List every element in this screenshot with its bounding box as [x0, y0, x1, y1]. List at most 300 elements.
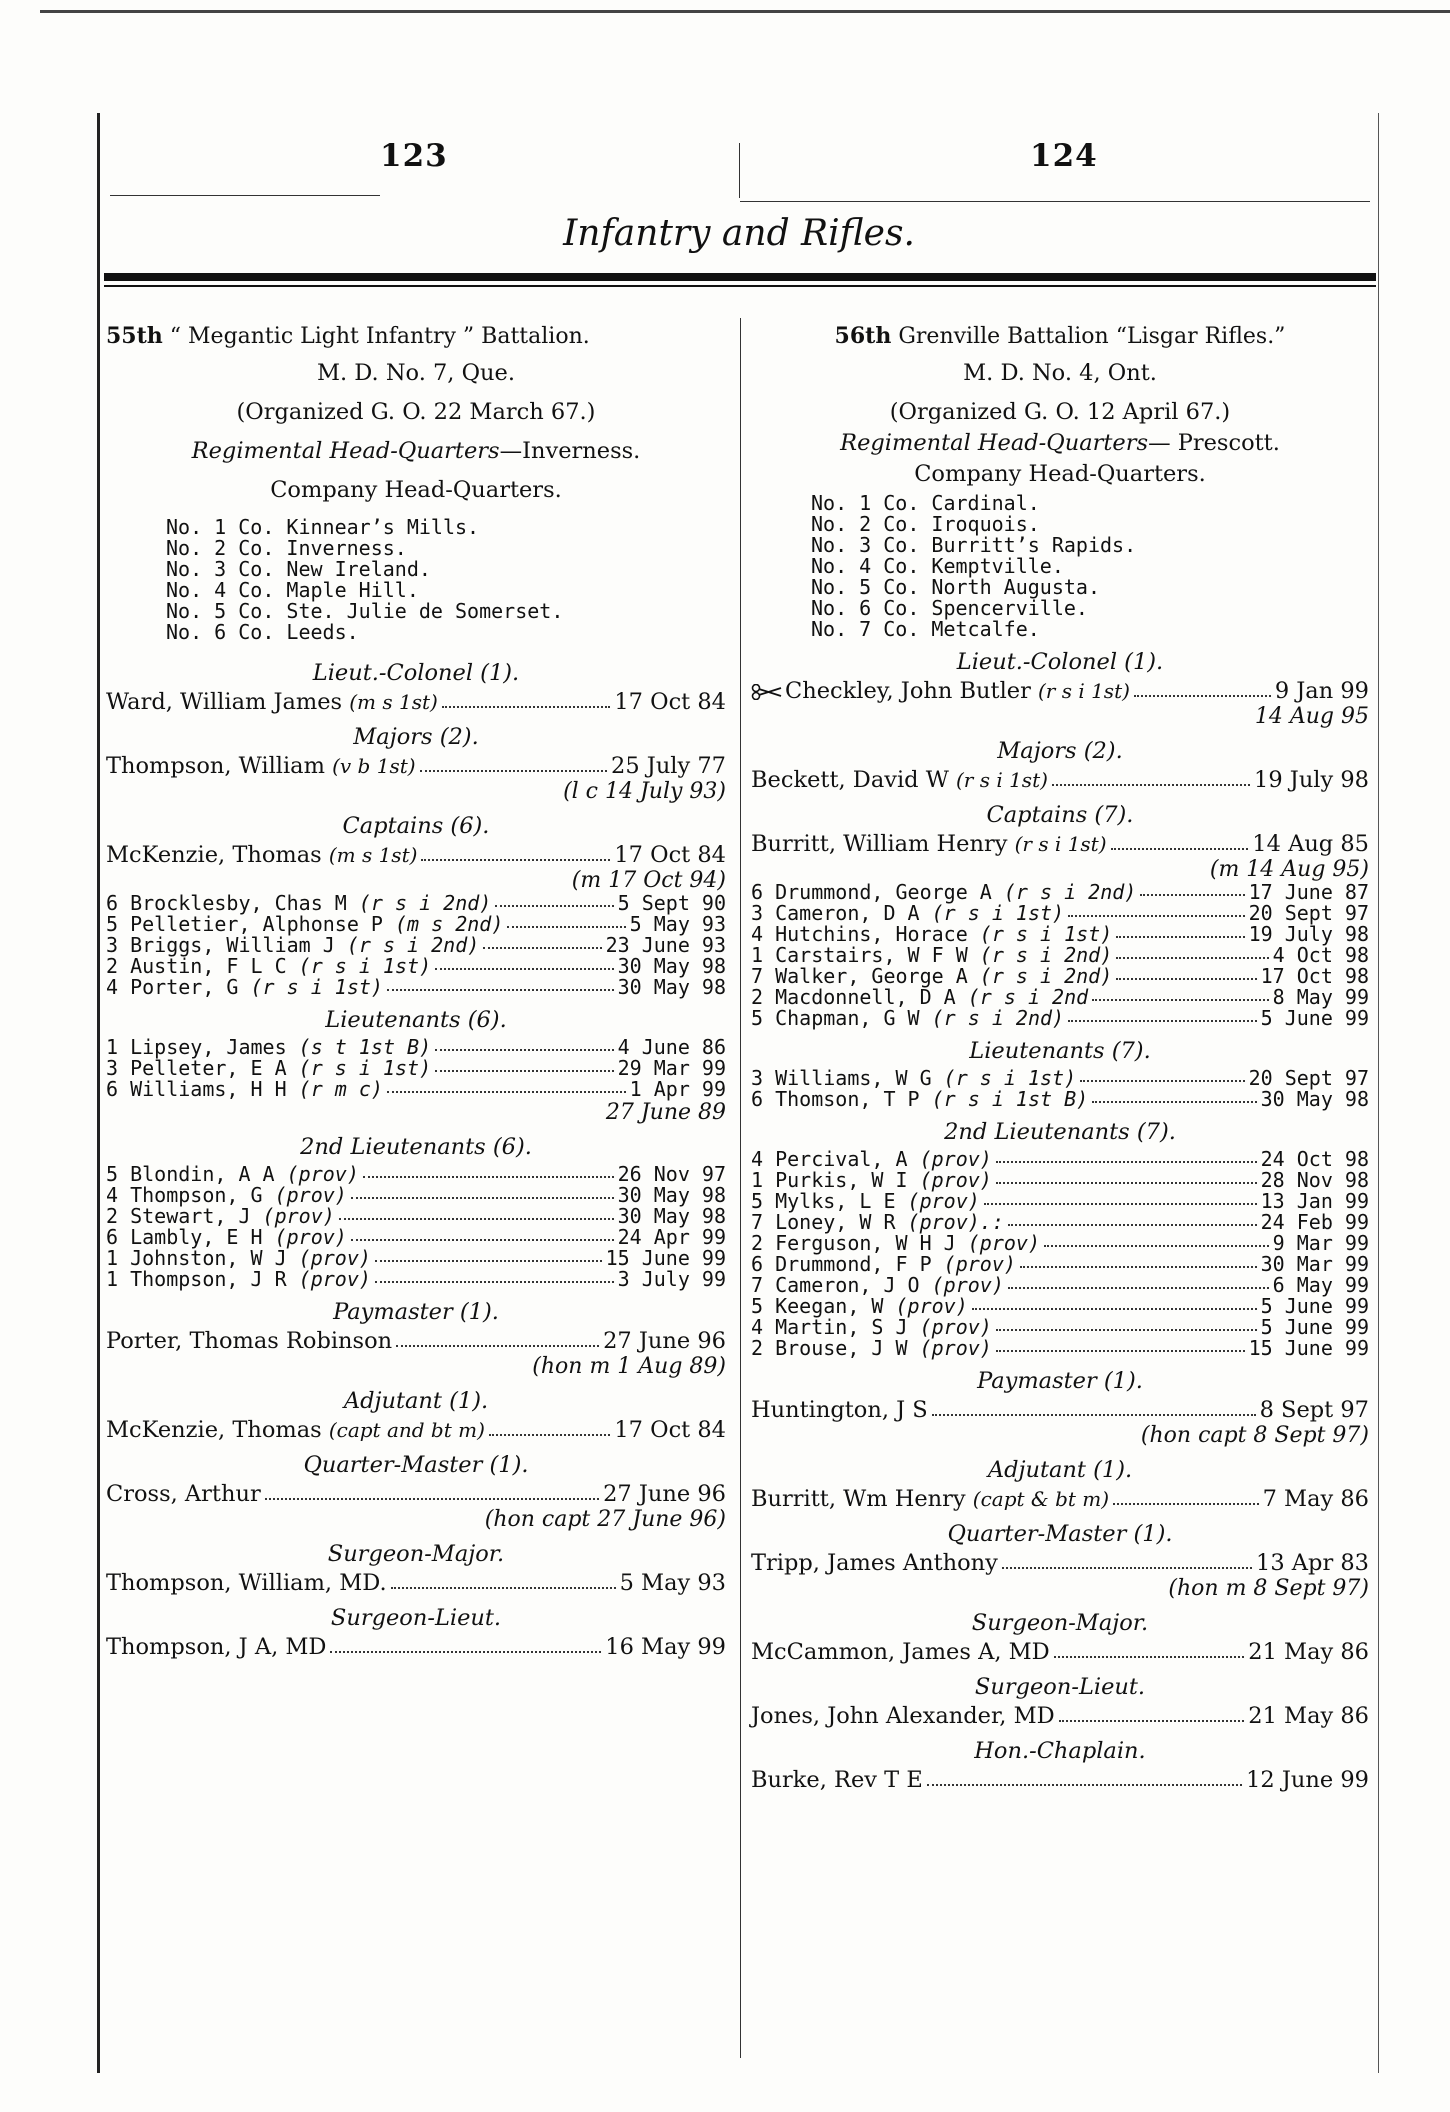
heavy-rule	[104, 273, 1376, 281]
officer-name: 1 Carstairs, W F W (r s i 2nd)	[751, 943, 1113, 967]
commission-date: 17 Oct 98	[1260, 964, 1369, 988]
officer-entry	[106, 1227, 726, 1248]
officer-entry	[106, 1482, 726, 1507]
officer-name: 5 Chapman, G W (r s i 2nd)	[751, 1006, 1065, 1030]
qualification: (prov)	[919, 1336, 992, 1360]
officer-entry	[751, 1768, 1369, 1793]
company-item: No. 3 Co. Burritt’s Rapids.	[811, 533, 1137, 557]
leader-dots	[1008, 1212, 1257, 1226]
officer-entry	[106, 977, 726, 998]
officer-entry	[106, 1635, 726, 1660]
leader-dots	[495, 893, 613, 907]
officer-entry	[751, 987, 1369, 1008]
qualification: (r s i 1st)	[298, 1056, 432, 1080]
leader-dots	[932, 1398, 1256, 1416]
rank-heading: Paymaster (1).	[333, 1299, 499, 1325]
leader-dots	[1008, 1275, 1269, 1289]
officer-name: Burke, Rev T E	[751, 1767, 923, 1793]
officer-name: Beckett, David W (r s i 1st)	[751, 767, 1048, 793]
thin-rule	[104, 285, 1376, 287]
officer-entry	[106, 843, 726, 868]
officer-name: 6 Drummond, F P (prov)	[751, 1252, 1016, 1276]
secondary-date: 27 June 89	[605, 1100, 726, 1125]
commission-date: 27 June 96	[603, 1481, 726, 1507]
regimental-hq-label: Regimental Head-Quarters	[191, 438, 500, 464]
secondary-date: (hon m 8 Sept 97)	[1168, 1576, 1369, 1601]
qualification: (prov)	[298, 1246, 371, 1270]
company-item: No. 2 Co. Inverness.	[166, 536, 407, 560]
qualification: (prov)	[919, 1315, 992, 1339]
qualification: (r s i 2nd)	[358, 891, 492, 915]
officer-name: 2 Macdonnell, D A (r s i 2nd	[751, 985, 1089, 1009]
officer-name: Thompson, William (v b 1st)	[106, 753, 416, 779]
qualification: (r s i 1st)	[1037, 679, 1130, 703]
page-top-edge	[40, 0, 1450, 13]
leader-dots	[1068, 1008, 1257, 1022]
column-55th-battalion	[106, 318, 726, 2058]
company-item: No. 5 Co. Ste. Julie de Somerset.	[166, 599, 564, 623]
officer-entry	[106, 914, 726, 935]
leader-dots	[972, 1296, 1257, 1310]
entries-adjutant	[106, 1418, 726, 1443]
entries-paymaster	[106, 1329, 726, 1379]
leader-dots	[330, 1635, 601, 1653]
rank-heading: Surgeon-Major.	[971, 1610, 1149, 1636]
officer-entry	[751, 1212, 1369, 1233]
officer-name: 5 Mylks, L E (prov)	[751, 1189, 980, 1213]
leader-dots	[375, 1269, 614, 1283]
rank-heading: Hon.-Chaplain.	[974, 1738, 1146, 1764]
officer-entry	[751, 903, 1369, 924]
commission-date: 23 June 93	[605, 933, 726, 957]
rank-heading: Adjutant (1).	[987, 1457, 1133, 1483]
leader-dots	[442, 690, 611, 708]
officer-entry	[751, 1338, 1369, 1359]
officer-name: 2 Austin, F L C (r s i 1st)	[106, 954, 432, 978]
military-district: M. D. No. 4, Ont.	[963, 360, 1157, 386]
commission-date: 6 May 99	[1272, 1273, 1369, 1297]
organized-order: (Organized G. O. 22 March 67.)	[236, 399, 596, 425]
entries-surgeon-major	[751, 1640, 1369, 1665]
officer-name: 5 Pelletier, Alphonse P (m s 2nd)	[106, 912, 504, 936]
qualification: (r s i 2nd)	[931, 1006, 1065, 1030]
leader-dots	[1052, 768, 1250, 786]
officer-entry	[106, 1164, 726, 1185]
company-item: No. 4 Co. Maple Hill.	[166, 578, 419, 602]
officer-entry	[751, 1704, 1369, 1729]
officer-entry	[751, 1296, 1369, 1317]
officer-entry	[106, 1329, 726, 1354]
commission-date: 12 June 99	[1246, 1767, 1369, 1793]
rank-heading: 2nd Lieutenants (7).	[944, 1119, 1176, 1145]
commission-date: 30 May 98	[617, 954, 726, 978]
leader-dots	[1092, 987, 1269, 1001]
officer-name: Thompson, William, MD.	[106, 1570, 387, 1596]
leader-dots	[363, 1164, 614, 1178]
commission-date: 25 July 77	[611, 753, 726, 779]
column-56th-battalion	[740, 318, 1369, 2058]
officer-entry	[106, 1185, 726, 1206]
officer-entry	[106, 935, 726, 956]
company-item: No. 6 Co. Spencerville.	[811, 596, 1088, 620]
commission-date: 17 Oct 84	[614, 689, 726, 715]
officer-entry	[106, 1079, 726, 1100]
commission-date: 9 Jan 99	[1274, 678, 1369, 704]
regimental-hq-label: Regimental Head-Quarters	[840, 430, 1149, 456]
qualification: (r s i 1st)	[250, 975, 383, 999]
commission-date: 20 Sept 97	[1248, 1066, 1369, 1090]
qualification: (r s i 1st)	[931, 901, 1065, 925]
entries-lieutenants	[751, 1068, 1369, 1110]
officer-entry	[751, 679, 1369, 704]
officer-name: Tripp, James Anthony	[751, 1550, 998, 1576]
secondary-date: (hon capt 8 Sept 97)	[1140, 1423, 1369, 1448]
officer-name: Burritt, William Henry (r s i 1st)	[751, 831, 1107, 857]
commission-date: 9 Mar 99	[1272, 1231, 1369, 1255]
qualification: (prov)	[907, 1189, 980, 1213]
leader-dots	[435, 1058, 614, 1072]
rank-heading: Quarter-Master (1).	[303, 1452, 529, 1478]
officer-entry	[751, 924, 1369, 945]
leader-dots	[435, 956, 614, 970]
leader-dots	[435, 1037, 614, 1051]
commission-date: 5 May 93	[629, 912, 726, 936]
company-hq-heading: Company Head-Quarters.	[914, 461, 1206, 487]
commission-date: 30 May 98	[617, 1183, 726, 1207]
commission-date: 17 June 87	[1248, 880, 1369, 904]
commission-date: 15 June 99	[1248, 1336, 1369, 1360]
leader-dots	[507, 914, 625, 928]
officer-name: 1 Thompson, J R (prov)	[106, 1267, 371, 1291]
company-item: No. 1 Co. Cardinal.	[811, 491, 1040, 515]
officer-name: 2 Stewart, J (prov)	[106, 1204, 335, 1228]
qualification: (r s i 2nd)	[346, 933, 480, 957]
entries-majors	[106, 754, 726, 804]
commission-date: 17 Oct 84	[614, 1417, 726, 1443]
officer-entry	[751, 1398, 1369, 1423]
officer-name: McKenzie, Thomas (m s 1st)	[106, 842, 418, 868]
leader-dots	[1116, 966, 1256, 980]
page-frame	[97, 113, 1379, 2073]
leader-dots	[1140, 882, 1244, 896]
officer-entry	[751, 1233, 1369, 1254]
qualification: (s t 1st B)	[298, 1035, 432, 1059]
leader-dots	[1116, 924, 1244, 938]
officer-name: 4 Martin, S J (prov)	[751, 1315, 992, 1339]
officer-name: 4 Porter, G (r s i 1st)	[106, 975, 383, 999]
entries-lt-col	[751, 679, 1369, 729]
scissors-icon	[751, 684, 783, 700]
commission-date: 29 Mar 99	[617, 1056, 726, 1080]
entries-chaplain	[751, 1768, 1369, 1793]
leader-dots	[375, 1248, 602, 1262]
rank-heading: Captains (7).	[986, 802, 1134, 828]
commission-date: 20 Sept 97	[1248, 901, 1369, 925]
officer-name: 6 Brocklesby, Chas M (r s i 2nd)	[106, 891, 492, 915]
secondary-date: 14 Aug 95	[1254, 704, 1369, 729]
officer-name: 1 Lipsey, James (s t 1st B)	[106, 1035, 432, 1059]
leader-dots	[927, 1768, 1242, 1786]
rank-heading: Surgeon-Lieut.	[974, 1674, 1146, 1700]
qualification: (prov)	[895, 1294, 968, 1318]
officer-entry	[751, 1008, 1369, 1029]
officer-name: Burritt, Wm Henry (capt & bt m)	[751, 1486, 1110, 1512]
qualification: (prov)	[931, 1273, 1004, 1297]
qualification: (r s i 2nd)	[979, 964, 1113, 988]
officer-name: Jones, John Alexander, MD	[751, 1703, 1055, 1729]
leader-dots	[387, 1079, 626, 1093]
leader-dots	[1092, 1089, 1256, 1103]
officer-name: Huntington, J S	[751, 1397, 928, 1423]
officer-entry	[106, 1571, 726, 1596]
qualification: (m s 2nd)	[394, 912, 504, 936]
rank-heading: Surgeon-Major.	[327, 1541, 505, 1567]
officer-entry	[751, 966, 1369, 987]
leader-dots	[351, 1227, 614, 1241]
leader-dots	[489, 1418, 610, 1436]
qualification: (r s i 2nd)	[1003, 880, 1137, 904]
officer-name: 4 Percival, A (prov)	[751, 1147, 992, 1171]
leader-dots	[1002, 1551, 1252, 1569]
qualification: (r s i 2nd)	[979, 943, 1113, 967]
entries-surgeon-major	[106, 1571, 726, 1596]
leader-dots	[387, 977, 614, 991]
rule	[110, 195, 380, 196]
rank-heading: Surgeon-Lieut.	[330, 1605, 502, 1631]
rank-heading: Lieutenants (7).	[969, 1038, 1151, 1064]
officer-name: Checkley, John Butler (r s i 1st)	[751, 679, 1130, 704]
entries-second-lieutenants	[106, 1164, 726, 1290]
secondary-date: (hon m 1 Aug 89)	[532, 1354, 726, 1379]
officer-entry	[751, 1487, 1369, 1512]
officer-name: Porter, Thomas Robinson	[106, 1328, 393, 1354]
officer-name: 7 Walker, George A (r s i 2nd)	[751, 964, 1113, 988]
commission-date: 4 June 86	[617, 1035, 726, 1059]
qualification: (v b 1st)	[332, 754, 416, 778]
leader-dots	[483, 935, 601, 949]
commission-date: 15 June 99	[605, 1246, 726, 1270]
commission-date: 5 June 99	[1260, 1294, 1369, 1318]
leader-dots	[1059, 1704, 1245, 1722]
regimental-hq-place: — Prescott.	[1148, 430, 1280, 456]
officer-name: 5 Blondin, A A (prov)	[106, 1162, 359, 1186]
commission-date: 30 May 98	[1260, 1087, 1369, 1111]
commission-date: 19 July 98	[1254, 767, 1369, 793]
entries-paymaster	[751, 1398, 1369, 1448]
officer-entry	[751, 1254, 1369, 1275]
officer-name: 6 Williams, H H (r m c)	[106, 1077, 383, 1101]
leader-dots	[1111, 832, 1249, 850]
leader-dots	[1044, 1233, 1269, 1247]
leader-dots	[1020, 1254, 1257, 1268]
company-item: No. 5 Co. North Augusta.	[811, 575, 1100, 599]
officer-name: 4 Thompson, G (prov)	[106, 1183, 347, 1207]
officer-entry	[751, 1275, 1369, 1296]
entries-quartermaster	[106, 1482, 726, 1532]
company-item: No. 3 Co. New Ireland.	[166, 557, 431, 581]
leader-dots	[265, 1482, 599, 1500]
officer-name: 6 Lambly, E H (prov)	[106, 1225, 347, 1249]
commission-date: 8 May 99	[1272, 985, 1369, 1009]
rule	[740, 201, 1370, 202]
officer-entry	[751, 1149, 1369, 1170]
officer-entry	[751, 1191, 1369, 1212]
officer-entry	[751, 1551, 1369, 1576]
leader-dots	[996, 1338, 1245, 1352]
qualification: (prov)	[286, 1162, 359, 1186]
entries-adjutant	[751, 1487, 1369, 1512]
commission-date: 1 Apr 99	[629, 1077, 726, 1101]
qualification: (r s i 1st)	[298, 954, 432, 978]
commission-date: 7 May 86	[1262, 1486, 1369, 1512]
commission-date: 26 Nov 97	[617, 1162, 726, 1186]
officer-name: 6 Drummond, George A (r s i 2nd)	[751, 880, 1137, 904]
officer-name: Cross, Arthur	[106, 1481, 261, 1507]
qualification: (capt and bt m)	[328, 1418, 485, 1442]
entries-second-lieutenants	[751, 1149, 1369, 1359]
commission-date: 13 Apr 83	[1256, 1550, 1369, 1576]
qualification: (m s 1st)	[328, 843, 418, 867]
qualification: (prov)	[298, 1267, 371, 1291]
rank-heading: Paymaster (1).	[977, 1368, 1143, 1394]
leader-dots	[996, 1149, 1257, 1163]
qualification: (r s i 1st)	[1014, 832, 1107, 856]
leader-dots	[421, 843, 610, 861]
officer-name: 3 Williams, W G (r s i 1st)	[751, 1066, 1077, 1090]
qualification: (r s i 1st)	[979, 922, 1113, 946]
leader-dots	[996, 1170, 1257, 1184]
secondary-date: (l c 14 July 93)	[563, 779, 726, 804]
officer-name: 3 Pelleter, E A (r s i 1st)	[106, 1056, 432, 1080]
officer-entry	[106, 1206, 726, 1227]
rank-heading: Majors (2).	[353, 724, 479, 750]
commission-date: 5 June 99	[1260, 1315, 1369, 1339]
leader-dots	[1116, 945, 1268, 959]
entries-captains	[751, 832, 1369, 1029]
commission-date: 16 May 99	[605, 1634, 726, 1660]
officer-entry	[751, 1089, 1369, 1110]
secondary-date: (m 17 Oct 94)	[571, 868, 726, 893]
officer-entry	[106, 1418, 726, 1443]
entries-majors	[751, 768, 1369, 793]
officer-name: 2 Brouse, J W (prov)	[751, 1336, 992, 1360]
commission-date: 24 Apr 99	[617, 1225, 726, 1249]
commission-date: 21 May 86	[1248, 1639, 1369, 1665]
commission-date: 4 Oct 98	[1272, 943, 1369, 967]
officer-name: 1 Johnston, W J (prov)	[106, 1246, 371, 1270]
qualification: (capt & bt m)	[972, 1487, 1110, 1511]
officer-name: 6 Thomson, T P (r s i 1st B)	[751, 1087, 1089, 1111]
qualification: (prov)	[274, 1225, 347, 1249]
section-title: Infantry and Rifles.	[563, 213, 915, 254]
officer-name: 3 Cameron, D A (r s i 1st)	[751, 901, 1065, 925]
company-item: No. 4 Co. Kemptville.	[811, 554, 1064, 578]
officer-entry	[106, 754, 726, 779]
rank-heading: Lieut.-Colonel (1).	[956, 649, 1164, 675]
qualification: (prov)	[943, 1252, 1016, 1276]
leader-dots	[996, 1317, 1257, 1331]
officer-entry	[751, 1317, 1369, 1338]
officer-name: Thompson, J A, MD	[106, 1634, 327, 1660]
officer-name: 3 Briggs, William J (r s i 2nd)	[106, 933, 480, 957]
officer-name: Ward, William James (m s 1st)	[106, 689, 438, 715]
entries-surgeon-lieut	[751, 1704, 1369, 1729]
officer-entry	[751, 832, 1369, 857]
commission-date: 24 Feb 99	[1260, 1210, 1369, 1234]
company-item: No. 6 Co. Leeds.	[166, 620, 359, 644]
rank-heading: Quarter-Master (1).	[947, 1521, 1173, 1547]
rank-heading: Lieut.-Colonel (1).	[312, 660, 520, 686]
officer-entry	[751, 1068, 1369, 1089]
qualification: (m s 1st)	[349, 690, 438, 714]
company-list	[166, 517, 726, 643]
officer-name: 7 Cameron, J O (prov)	[751, 1273, 1004, 1297]
secondary-date: (hon capt 27 June 96)	[484, 1507, 726, 1532]
commission-date: 5 Sept 90	[617, 891, 726, 915]
officer-name: 7 Loney, W R (prov).:	[751, 1210, 1004, 1234]
officer-entry	[106, 1269, 726, 1290]
leader-dots	[984, 1191, 1257, 1205]
qualification: (prov)	[919, 1147, 992, 1171]
officer-entry	[106, 893, 726, 914]
officer-entry	[106, 1037, 726, 1058]
officer-name: 1 Purkis, W I (prov)	[751, 1168, 992, 1192]
leader-dots	[1054, 1640, 1245, 1658]
company-item: No. 1 Co. Kinnear’s Mills.	[166, 515, 480, 539]
entries-surgeon-lieut	[106, 1635, 726, 1660]
leader-dots	[1134, 679, 1271, 697]
battalion-number: 55th	[106, 323, 163, 349]
page-number-left: 123	[380, 138, 448, 174]
leader-dots	[396, 1329, 599, 1347]
rank-heading: Captains (6).	[342, 813, 490, 839]
regimental-hq	[106, 439, 726, 464]
battalion-name: Grenville Battalion “Lisgar Rifles.”	[898, 324, 1286, 349]
commission-date: 27 June 96	[603, 1328, 726, 1354]
qualification: (r s i 1st)	[943, 1066, 1077, 1090]
commission-date: 30 May 98	[617, 1204, 726, 1228]
qualification: (r s i 1st)	[955, 768, 1048, 792]
entries-quartermaster	[751, 1551, 1369, 1601]
company-list	[811, 493, 1369, 640]
leader-dots	[339, 1206, 614, 1220]
page-number-divider	[739, 143, 740, 198]
rank-heading: Majors (2).	[997, 738, 1123, 764]
officer-name: 5 Keegan, W (prov)	[751, 1294, 968, 1318]
leader-dots	[420, 754, 607, 772]
qualification: (r s i 1st B)	[931, 1087, 1089, 1111]
qualification: (prov)	[262, 1204, 335, 1228]
rank-heading: 2nd Lieutenants (6).	[300, 1134, 532, 1160]
commission-date: 21 May 86	[1248, 1703, 1369, 1729]
leader-dots	[351, 1185, 614, 1199]
battalion-number: 56th	[834, 323, 892, 349]
officer-entry	[106, 1058, 726, 1079]
officer-name: McKenzie, Thomas (capt and bt m)	[106, 1417, 485, 1443]
officer-entry	[106, 690, 726, 715]
commission-date: 14 Aug 85	[1252, 831, 1369, 857]
commission-date: 24 Oct 98	[1260, 1147, 1369, 1171]
rank-heading: Adjutant (1).	[343, 1388, 489, 1414]
officer-entry	[751, 882, 1369, 903]
qualification: (prov).:	[907, 1210, 1004, 1234]
commission-date: 30 Mar 99	[1260, 1252, 1369, 1276]
officer-entry	[106, 1248, 726, 1269]
military-district: M. D. No. 7, Que.	[316, 360, 516, 386]
commission-date: 5 May 93	[619, 1570, 726, 1596]
commission-date: 30 May 98	[617, 975, 726, 999]
qualification: (r s i 2nd	[967, 985, 1089, 1009]
